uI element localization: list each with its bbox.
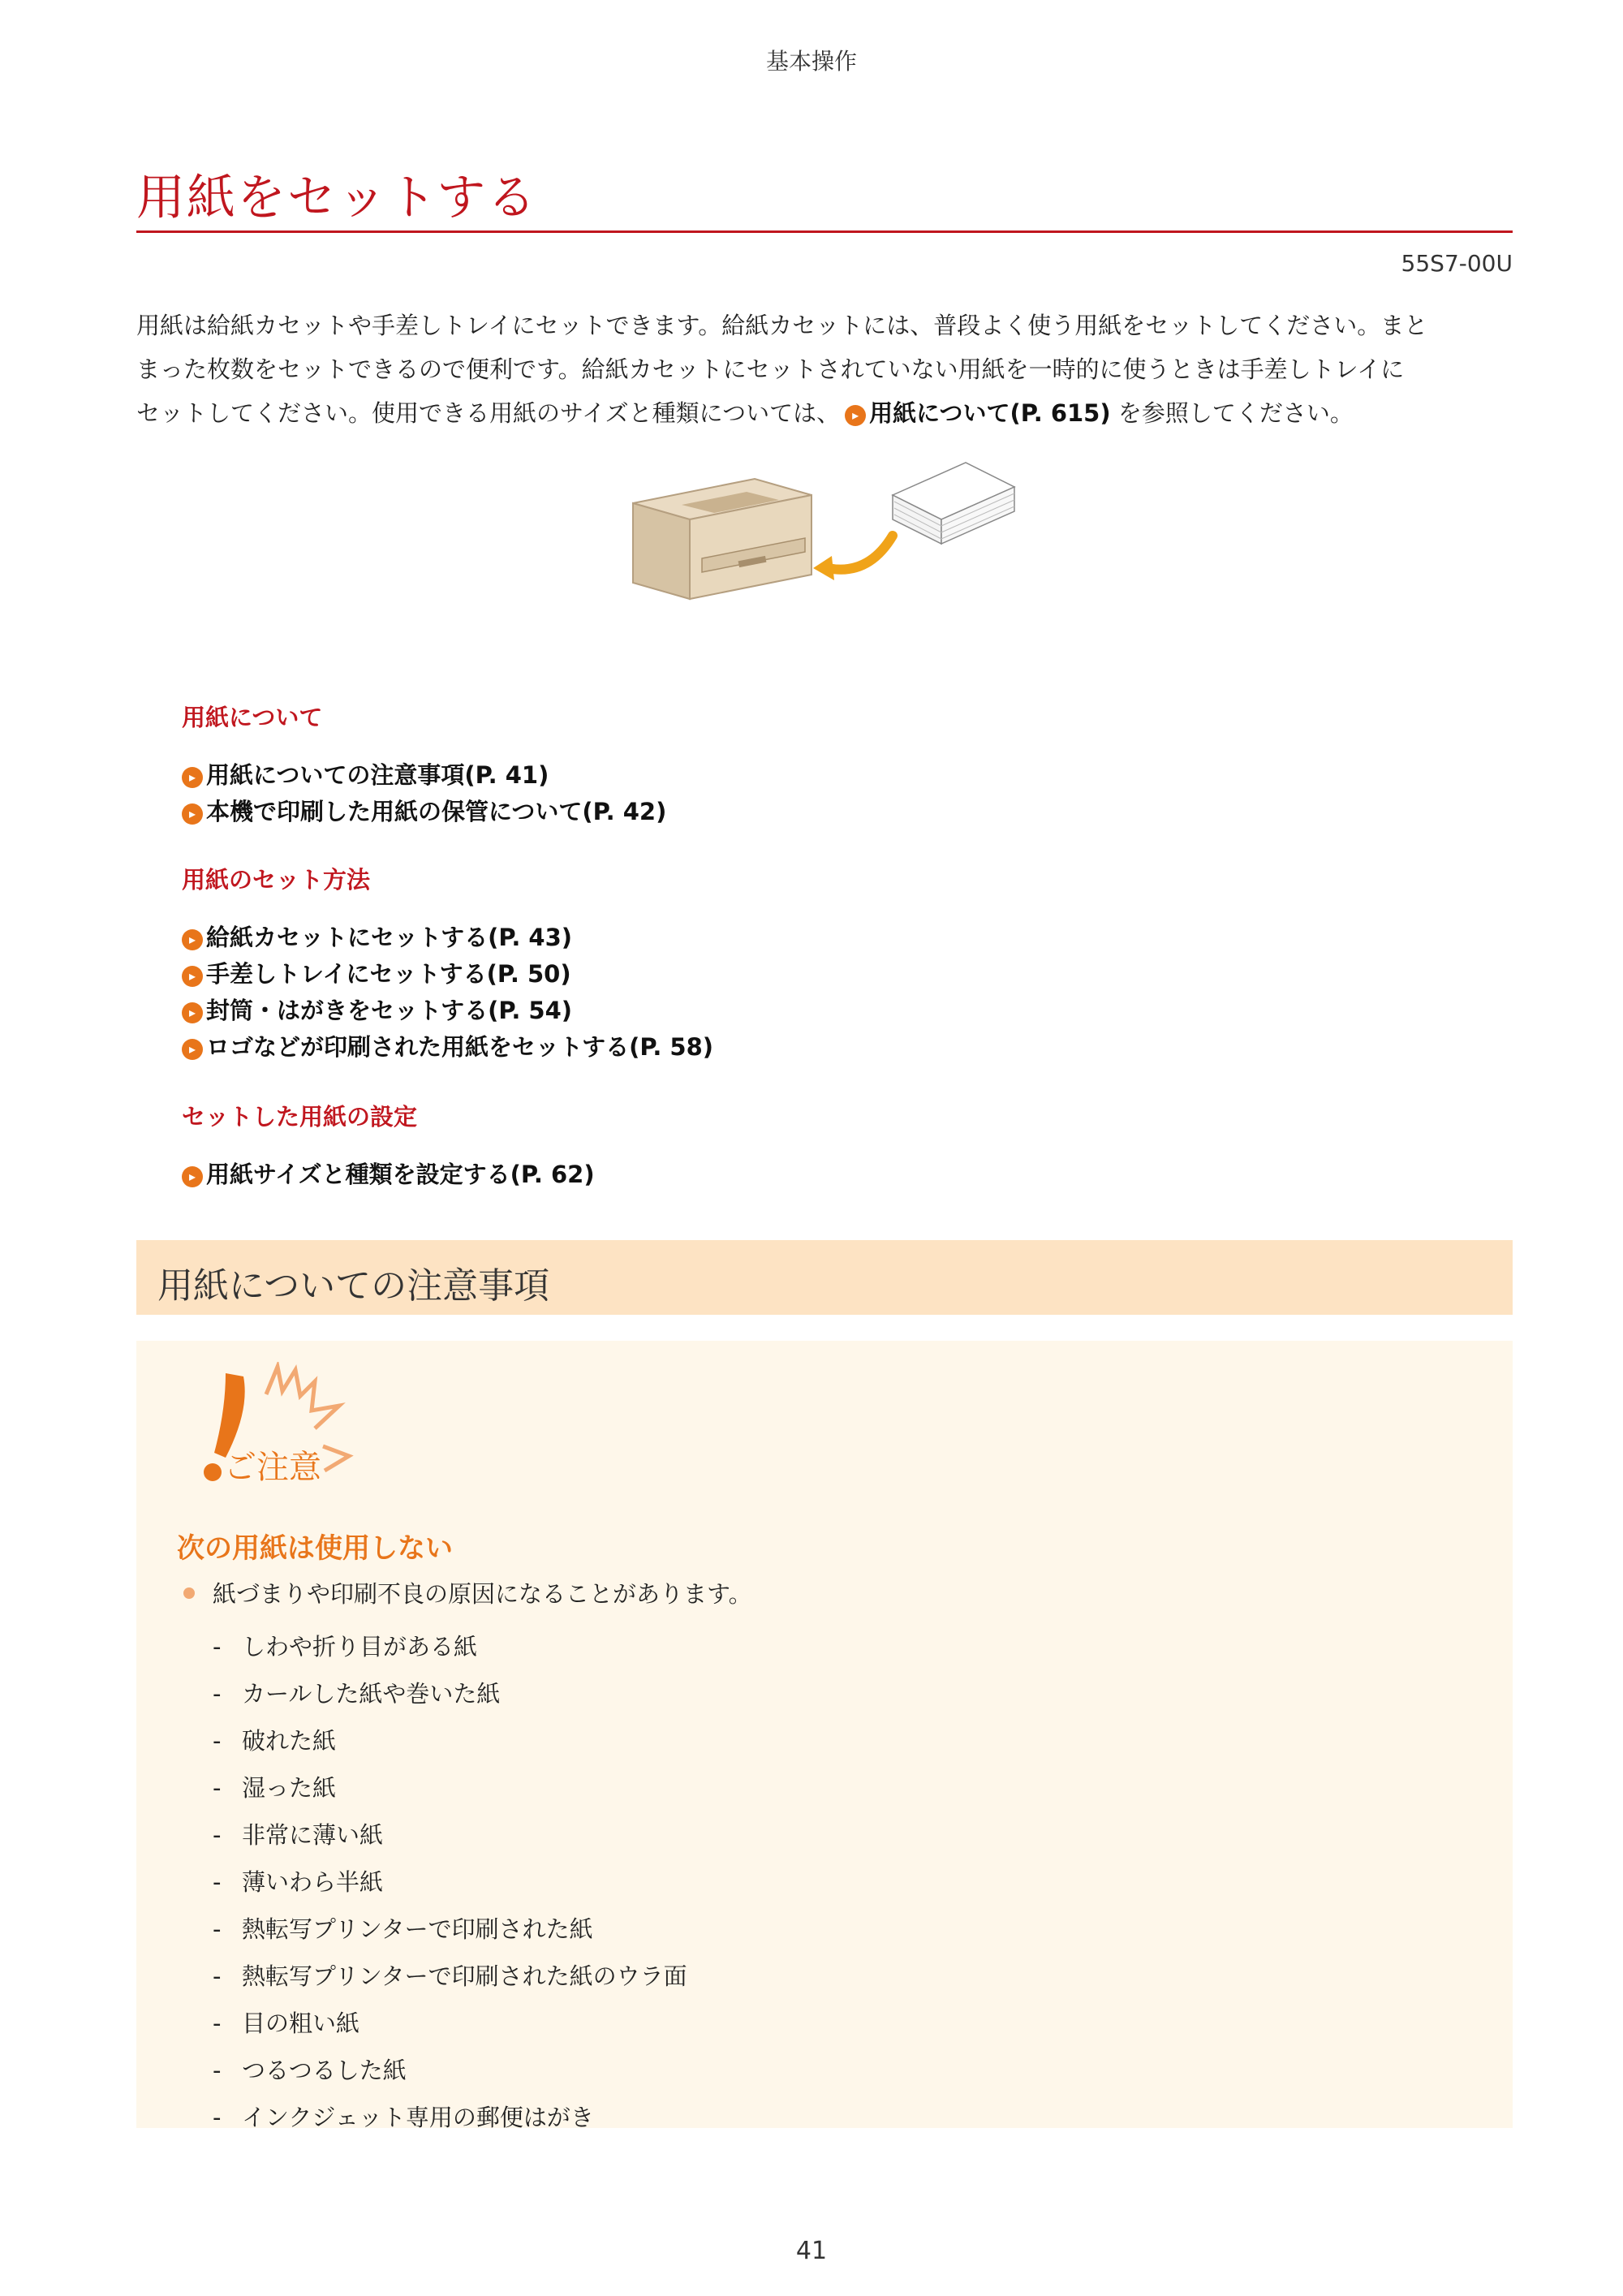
intro-line-2: まった枚数をセットできるので便利です。給紙カセットにセットされていない用紙を一時的に使うときは手差しトレイに — [136, 355, 1405, 383]
bullet-text: 紙づまりや印刷不良の原因になることがあります。 — [213, 1580, 752, 1608]
list-item: - つるつるした紙 — [213, 2057, 407, 2084]
group-heading: 用紙のセット方法 — [182, 866, 371, 894]
intro-line-3-text: セットしてください。使用できる用紙のサイズと種類については、 — [136, 399, 841, 427]
group-heading: 用紙について — [182, 704, 323, 731]
list-item: - 熱転写プリンターで印刷された紙のウラ面 — [213, 1962, 687, 1990]
list-item-text: カールした紙や巻いた紙 — [242, 1680, 501, 1708]
link-load-drawer[interactable] — [182, 920, 713, 956]
group-heading: セットした用紙の設定 — [182, 1103, 418, 1131]
link-paper-size-type[interactable] — [182, 1157, 595, 1193]
link-load-preprinted[interactable] — [182, 1029, 713, 1066]
link-arrow-icon: ▸ — [182, 929, 203, 950]
link-label: 手差しトレイにセットする(P. 50) — [206, 960, 571, 988]
link-arrow-icon: ▸ — [845, 405, 866, 426]
link-paper-precautions[interactable] — [182, 757, 666, 794]
printer-and-paper-illustration — [625, 454, 1047, 617]
paper-stack-icon — [893, 463, 1014, 544]
caution-subheading: 次の用紙は使用しない — [177, 1532, 453, 1565]
link-label: ロゴなどが印刷された用紙をセットする(P. 58) — [206, 1033, 714, 1061]
list-item-text: 目の粗い紙 — [242, 2010, 360, 2037]
caution-box — [136, 1341, 1513, 2131]
intro-line-1: 用紙は給紙カセットや手差しトレイにセットできます。給紙カセットには、普段よく使う用紙をセットしてください。まと — [136, 312, 1428, 339]
page-title: 用紙をセットする — [136, 170, 538, 226]
caution-label: ご注意 — [224, 1449, 321, 1486]
intro-paragraph — [136, 304, 1516, 435]
list-item: - 薄いわら半紙 — [213, 1868, 384, 1896]
list-item: - 目の粗い紙 — [213, 2010, 360, 2037]
list-item-text: 破れた紙 — [242, 1727, 337, 1755]
unsuitable-paper-list — [213, 1623, 687, 2141]
list-item: - 湿った紙 — [213, 1774, 337, 1802]
list-item-text: 非常に薄い紙 — [242, 1821, 384, 1849]
link-label: 用紙サイズと種類を設定する(P. 62) — [206, 1161, 595, 1188]
link-group-about-paper — [182, 700, 666, 830]
insert-arrow-icon — [828, 536, 893, 570]
list-item: - しわや折り目がある紙 — [213, 1633, 478, 1661]
paper-info-link[interactable]: 用紙について(P. 615) — [869, 399, 1111, 427]
link-paper-storage[interactable] — [182, 794, 666, 830]
link-label: 本機で印刷した用紙の保管について(P. 42) — [206, 798, 667, 825]
intro-line-3 — [136, 391, 1516, 435]
list-item-text: 熱転写プリンターで印刷された紙 — [242, 1915, 593, 1943]
list-item-text: つるつるした紙 — [242, 2057, 407, 2084]
link-label: 用紙についての注意事項(P. 41) — [206, 761, 549, 789]
list-item-text: 薄いわら半紙 — [242, 1868, 384, 1896]
document-id: 55S7-00U — [1401, 250, 1513, 277]
list-item: - 破れた紙 — [213, 1727, 337, 1755]
section-heading-bar — [136, 1240, 1513, 1315]
link-arrow-icon: ▸ — [182, 966, 203, 987]
running-header: 基本操作 — [765, 48, 857, 75]
intro-line-3-tail: を参照してください。 — [1110, 399, 1354, 427]
list-item-text: インクジェット専用の郵便はがき — [242, 2104, 594, 2131]
list-item: - インクジェット専用の郵便はがき — [213, 2104, 594, 2131]
section-title: 用紙についての注意事項 — [157, 1265, 550, 1307]
bullet-dot-icon — [183, 1587, 195, 1599]
list-item-text: 熱転写プリンターで印刷された紙のウラ面 — [242, 1962, 687, 1990]
title-rule — [136, 230, 1513, 233]
page-number: 41 — [795, 2237, 828, 2265]
caution-bullet — [183, 1576, 752, 1609]
link-arrow-icon: ▸ — [182, 803, 203, 825]
list-item: - 熱転写プリンターで印刷された紙 — [213, 1915, 593, 1943]
list-item: - カールした紙や巻いた紙 — [213, 1680, 501, 1708]
printer-icon — [633, 479, 812, 599]
link-label: 給紙カセットにセットする(P. 43) — [206, 924, 573, 951]
link-group-settings — [182, 1099, 595, 1193]
link-load-envelopes[interactable] — [182, 993, 713, 1029]
link-label: 封筒・はがきをセットする(P. 54) — [206, 997, 573, 1024]
link-arrow-icon: ▸ — [182, 767, 203, 788]
list-item-text: しわや折り目がある紙 — [242, 1633, 478, 1661]
link-group-loading — [182, 862, 713, 1066]
link-arrow-icon: ▸ — [182, 1166, 203, 1187]
list-item: - 非常に薄い紙 — [213, 1821, 384, 1849]
list-item-text: 湿った紙 — [242, 1774, 337, 1802]
link-arrow-icon: ▸ — [182, 1039, 203, 1060]
link-arrow-icon: ▸ — [182, 1002, 203, 1023]
link-load-manual-tray[interactable] — [182, 956, 713, 993]
